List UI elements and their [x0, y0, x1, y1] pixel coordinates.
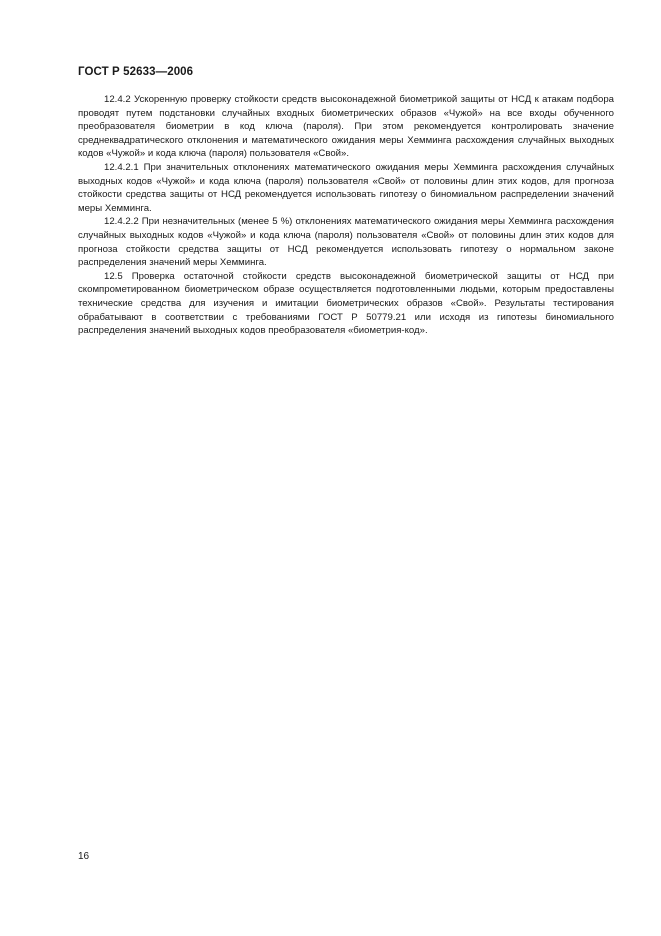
- paragraph-12-4-2-2: 12.4.2.2 При незначительных (менее 5 %) отклонениях математического ожидания меры Хемминга расхождения случайных выходных кодов «Чужой» и кода ключа (пароля) пользователя «Свой» от половины длин этих кодов для прогноза стойкости средства защиты от НСД рекомендуется использовать гипотезу о нормальном законе распределения значений меры Хемминга.: [78, 216, 614, 269]
- paragraph-12-5: 12.5 Проверка остаточной стойкости средств высоконадежной биометрической защиты от НСД при скомпрометированном биометрическом образе осуществляется подготовленными людьми, которым предоставлены технические средства для изучения и имитации биометрических образов «Свой». Результаты тестирования обрабатывают в соответствии с требованиями ГОСТ Р 50779.21 или исходя из гипотезы биномиального распределения значений выходных кодов преобразователя «биометрия-код».: [78, 270, 614, 337]
- document-header: ГОСТ Р 52633—2006: [78, 66, 194, 78]
- document-body: [78, 93, 614, 338]
- page-number: 16: [78, 851, 90, 862]
- paragraph-12-4-2: 12.4.2 Ускоренную проверку стойкости средств высоконадежной биометрикой защиты от НСД к атакам подбора проводят путем подстановки случайных входных биометрических образов «Чужой» на все входы обученного преобразователя биометрии в код ключа (пароля). При этом рекомендуется контролировать значение среднеквадратического отклонения и математического ожидания меры Хемминга расхождения случайных выходных кодов «Чужой» и кода ключа (пароля) пользователя «Свой».: [78, 94, 614, 160]
- paragraph-12-4-2-1: 12.4.2.1 При значительных отклонениях математического ожидания меры Хемминга расхождения случайных выходных кодов «Чужой» и кода ключа (пароля) пользователя «Свой» от половины длин этих кодов, для прогноза стойкости средства защиты от НСД рекомендуется использовать гипотезу о биномиальном распределении значений меры Хемминга.: [78, 161, 614, 214]
